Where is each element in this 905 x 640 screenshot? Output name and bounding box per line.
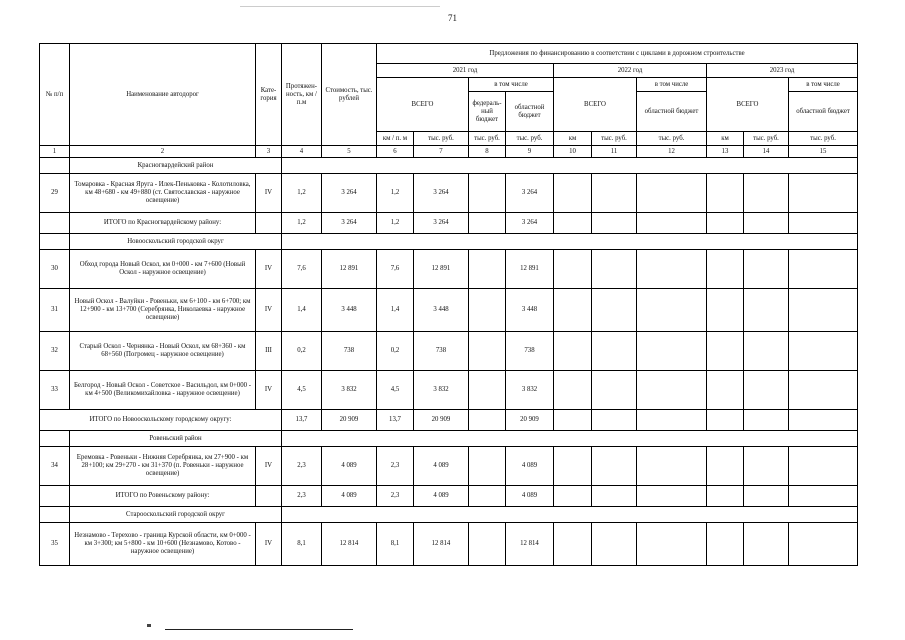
row-km-2021: 0,2 [377, 332, 414, 371]
year-2021-header: 2021 год [377, 64, 554, 78]
subtotal-cost: 4 089 [322, 486, 377, 507]
row-length: 1,4 [282, 289, 322, 332]
col-number: 10 [554, 146, 592, 158]
section-title: Красногвардейский район [70, 158, 282, 174]
regional-2021-header: областной бюджет [506, 92, 554, 132]
scan-top-line [240, 6, 440, 7]
row-road-name: Старый Оскол - Чернянка - Новый Оскол, км 68+360 - км 68+560 (Погромец - наружное освещение) [70, 332, 256, 371]
subtotal-total-2021: 20 909 [414, 410, 469, 431]
subtotal-label: ИТОГО по Красногвардейскому району: [70, 213, 256, 234]
col-number: 2 [70, 146, 256, 158]
table-row [40, 250, 858, 289]
col-number: 1 [40, 146, 70, 158]
subtotal-row [40, 486, 858, 507]
row-regional-2021: 3 264 [506, 174, 554, 213]
footnote-marker [147, 624, 151, 627]
row-road-name: Незнамово - Терехово - граница Курской области, км 0+000 - км 3+300; км 5+800 - км 10+600 (Незнамово, Котово - наружное освещение) [70, 523, 256, 566]
subtotal-total-2021: 3 264 [414, 213, 469, 234]
row-km-2021: 1,4 [377, 289, 414, 332]
col-number: 11 [592, 146, 637, 158]
col-number: 5 [322, 146, 377, 158]
year-2022-header: 2022 год [554, 64, 707, 78]
row-km-2021: 8,1 [377, 523, 414, 566]
subtotal-regional-2021: 3 264 [506, 213, 554, 234]
section-title: Ровеньский район [70, 431, 282, 447]
row-cost: 12 814 [322, 523, 377, 566]
table-body [40, 158, 858, 566]
row-total-2021: 3 264 [414, 174, 469, 213]
subtotal-length: 1,2 [282, 213, 322, 234]
subtotal-regional-2021: 4 089 [506, 486, 554, 507]
row-length: 4,5 [282, 371, 322, 410]
subtotal-length: 2,3 [282, 486, 322, 507]
unit-rub-2023-regional: тыс. руб. [789, 132, 858, 146]
subtotal-row [40, 410, 858, 431]
table-row [40, 447, 858, 486]
row-category: IV [256, 523, 282, 566]
row-length: 7,6 [282, 250, 322, 289]
table-row [40, 332, 858, 371]
footnote-separator [165, 629, 353, 630]
row-length: 1,2 [282, 174, 322, 213]
col-number: 6 [377, 146, 414, 158]
row-regional-2021: 12 814 [506, 523, 554, 566]
section-row [40, 158, 858, 174]
row-category: IV [256, 250, 282, 289]
year-2023-header: 2023 год [707, 64, 858, 78]
table-row [40, 174, 858, 213]
row-cost: 4 089 [322, 447, 377, 486]
subtotal-km-2021: 1,2 [377, 213, 414, 234]
row-total-2021: 12 814 [414, 523, 469, 566]
row-road-name: Обход города Новый Оскол, км 0+000 - км 7+600 (Новый Оскол - наружное освещение) [70, 250, 256, 289]
row-cost: 12 891 [322, 250, 377, 289]
section-row [40, 431, 858, 447]
col-number: 7 [414, 146, 469, 158]
table-row [40, 371, 858, 410]
incl-2021-header: в том числе [469, 78, 554, 92]
row-total-2021: 738 [414, 332, 469, 371]
row-km-2021: 1,2 [377, 174, 414, 213]
row-total-2021: 3 448 [414, 289, 469, 332]
row-cost: 3 832 [322, 371, 377, 410]
row-num: 29 [40, 174, 70, 213]
row-num: 31 [40, 289, 70, 332]
row-km-2021: 7,6 [377, 250, 414, 289]
financing-group-header: Предложения по финансированию в соответствии с циклами в дорожном строительстве [377, 44, 858, 64]
unit-rub-2021-total: тыс. руб. [414, 132, 469, 146]
row-category: IV [256, 174, 282, 213]
row-total-2021: 12 891 [414, 250, 469, 289]
unit-rub-2021-federal: тыс. руб. [469, 132, 506, 146]
unit-km-2022: км [554, 132, 592, 146]
row-regional-2021: 3 448 [506, 289, 554, 332]
row-length: 0,2 [282, 332, 322, 371]
row-category: III [256, 332, 282, 371]
col-number: 14 [744, 146, 789, 158]
row-road-name: Еремовка - Ровеньки - Нижняя Серебрянка, км 27+900 - км 28+100; км 29+270 - км 31+370 (п. Ровеньки - наружное освещение) [70, 447, 256, 486]
row-cost: 3 448 [322, 289, 377, 332]
total-2022-header: ВСЕГО [554, 78, 637, 132]
row-category: IV [256, 289, 282, 332]
table-row [40, 523, 858, 566]
col-number: 12 [637, 146, 707, 158]
row-category: IV [256, 371, 282, 410]
col-number: 8 [469, 146, 506, 158]
section-title: Старооскольский городской округ [70, 507, 282, 523]
col-number: 3 [256, 146, 282, 158]
row-regional-2021: 12 891 [506, 250, 554, 289]
unit-rub-2022-total: тыс. руб. [592, 132, 637, 146]
total-2023-header: ВСЕГО [707, 78, 789, 132]
row-regional-2021: 3 832 [506, 371, 554, 410]
subtotal-label: ИТОГО по Ровеньскому району: [70, 486, 256, 507]
page-number: 71 [448, 13, 457, 23]
subtotal-total-2021: 4 089 [414, 486, 469, 507]
subtotal-row [40, 213, 858, 234]
col-number: 15 [789, 146, 858, 158]
unit-rub-2023-total: тыс. руб. [744, 132, 789, 146]
table-header [40, 44, 858, 158]
row-km-2021: 4,5 [377, 371, 414, 410]
incl-2023-header: в том числе [789, 78, 858, 92]
subtotal-length: 13,7 [282, 410, 322, 431]
unit-km-2021: км / п. м [377, 132, 414, 146]
subtotal-cost: 20 909 [322, 410, 377, 431]
subtotal-regional-2021: 20 909 [506, 410, 554, 431]
regional-2023-header: областной бюджет [789, 92, 858, 132]
road-financing-table [39, 43, 858, 566]
row-num: 34 [40, 447, 70, 486]
subtotal-label: ИТОГО по Новооскольскому городскому округу: [40, 410, 282, 431]
col-category-header: Кате-гория [256, 44, 282, 146]
row-total-2021: 4 089 [414, 447, 469, 486]
unit-rub-2022-regional: тыс. руб. [637, 132, 707, 146]
col-name-header: Наименование автодорог [70, 44, 256, 146]
unit-km-2023: км [707, 132, 744, 146]
row-km-2021: 2,3 [377, 447, 414, 486]
section-row [40, 234, 858, 250]
row-road-name: Томаровка - Красная Яруга - Илек-Пеньковка - Колотиловка, км 48+680 - км 49+880 (ст. Святославская - наружное освещение) [70, 174, 256, 213]
row-total-2021: 3 832 [414, 371, 469, 410]
row-length: 8,1 [282, 523, 322, 566]
subtotal-km-2021: 2,3 [377, 486, 414, 507]
col-length-header: Протяжен-ность, км / п.м [282, 44, 322, 146]
table-row [40, 289, 858, 332]
section-title: Новооскольский городской округ [70, 234, 282, 250]
column-numbers-row [40, 146, 858, 158]
row-category: IV [256, 447, 282, 486]
row-num: 35 [40, 523, 70, 566]
subtotal-cost: 3 264 [322, 213, 377, 234]
row-length: 2,3 [282, 447, 322, 486]
row-road-name: Новый Оскол - Валуйки - Ровеньки, км 6+100 - км 6+700; км 12+900 - км 13+700 (Серебрянка, Николаевка - наружное освещение) [70, 289, 256, 332]
regional-2022-header: областной бюджет [637, 92, 707, 132]
federal-2021-header: федераль-ный бюджет [469, 92, 506, 132]
total-2021-header: ВСЕГО [377, 78, 469, 132]
col-number: 9 [506, 146, 554, 158]
row-regional-2021: 738 [506, 332, 554, 371]
unit-rub-2021-regional: тыс. руб. [506, 132, 554, 146]
row-cost: 3 264 [322, 174, 377, 213]
col-number: 4 [282, 146, 322, 158]
row-num: 30 [40, 250, 70, 289]
col-number: 13 [707, 146, 744, 158]
row-num: 32 [40, 332, 70, 371]
row-cost: 738 [322, 332, 377, 371]
row-num: 33 [40, 371, 70, 410]
col-num-header: № п/п [40, 44, 70, 146]
row-road-name: Белгород - Новый Оскол - Советское - Васильдол, км 0+000 - км 4+500 (Великомихайловка - наружное освещение) [70, 371, 256, 410]
col-cost-header: Стоимость, тыс. рублей [322, 44, 377, 146]
incl-2022-header: в том числе [637, 78, 707, 92]
subtotal-km-2021: 13,7 [377, 410, 414, 431]
section-row [40, 507, 858, 523]
row-regional-2021: 4 089 [506, 447, 554, 486]
